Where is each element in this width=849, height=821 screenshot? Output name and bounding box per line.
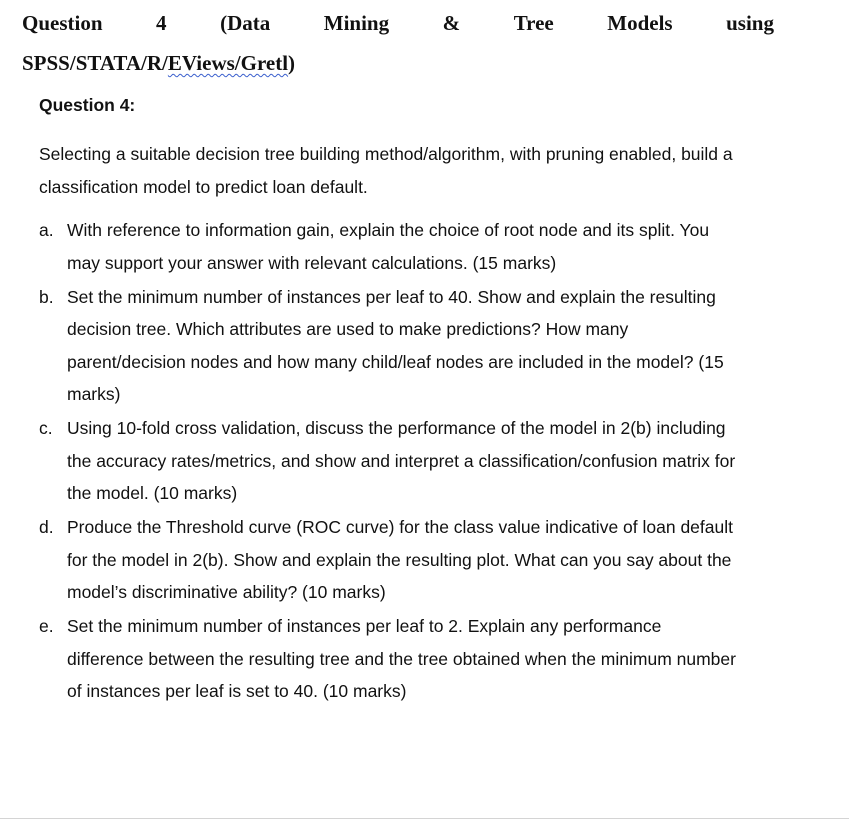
- part-marker: d.: [39, 517, 54, 537]
- heading-word: Models: [607, 11, 673, 35]
- heading-word: (Data: [220, 11, 271, 35]
- page-bottom-divider: [0, 818, 849, 819]
- heading-word: Tree: [513, 11, 554, 35]
- question-part-c: [39, 412, 829, 510]
- heading-word: &: [442, 11, 461, 35]
- part-text: Using 10-fold cross validation, discuss the performance of the model in 2(b) including the accuracy rates/metrics, and show and interpret a classification/confusion matrix for the model. (10 marks): [67, 418, 736, 503]
- heading-software-prefix: SPSS/STATA/R/: [22, 51, 168, 75]
- heading-line-2: [22, 48, 774, 78]
- part-marker: a.: [39, 220, 54, 240]
- part-marker: e.: [39, 616, 54, 636]
- heading-line-1: [22, 8, 774, 38]
- heading-closing-paren: ): [288, 51, 296, 75]
- part-marker: b.: [39, 286, 54, 307]
- question-part-e: [39, 610, 829, 708]
- part-text: With reference to information gain, explain the choice of root node and its split. You may support your answer with relevant calculations. (15 marks): [67, 220, 710, 273]
- heading-word: using: [726, 11, 774, 35]
- part-text: Set the minimum number of instances per leaf to 2. Explain any performance difference between the resulting tree and the tree obtained when the minimum number of instances per leaf is set to 40. (10 marks): [67, 616, 736, 701]
- document-heading: [22, 8, 774, 78]
- question-part-a: [39, 214, 829, 279]
- heading-word: 4: [156, 11, 167, 35]
- question-part-b: [39, 281, 829, 411]
- part-marker: c.: [39, 418, 53, 438]
- heading-word: Question: [22, 11, 103, 35]
- question-label: Question 4:: [39, 95, 136, 115]
- question-intro: Selecting a suitable decision tree building method/algorithm, with pruning enabled, build a classification model to predict loan default.: [39, 144, 733, 197]
- question-part-d: [39, 511, 829, 609]
- part-text: Produce the Threshold curve (ROC curve) for the class value indicative of loan default for the model in 2(b). Show and explain the resulting plot. What can you say about the model’s discriminative ability? (10 marks): [67, 517, 733, 602]
- heading-word: Mining: [323, 11, 390, 35]
- part-text: Set the minimum number of instances per leaf to 40. Show and explain the resulting decision tree. Which attributes are used to make predictions? How many parent/decision nodes and how many child/leaf nodes are included in the model? (15 marks): [67, 286, 724, 404]
- question-parts-list: [39, 214, 829, 709]
- heading-software-spellcheck-flagged: EViews/Gretl: [167, 51, 289, 75]
